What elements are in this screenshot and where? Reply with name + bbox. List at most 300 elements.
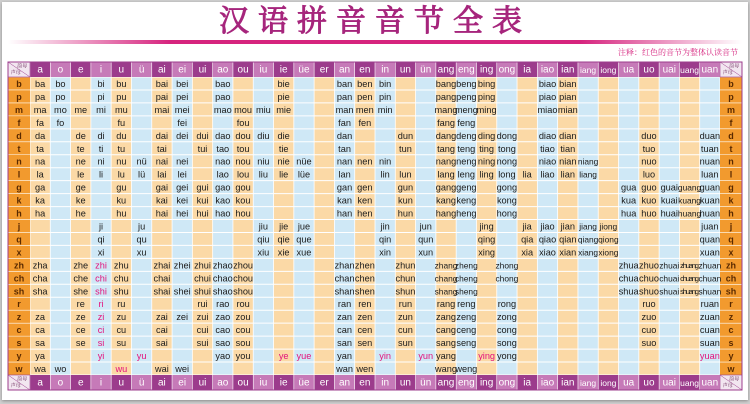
corner-label-initials: 声母: [10, 70, 21, 77]
syllable-cell: mo: [54, 104, 67, 115]
syllable-cell: chao: [212, 273, 233, 284]
syllable-cell: jin: [380, 221, 390, 232]
syllable-cell: xiang: [578, 247, 599, 258]
initial-label: zh: [726, 260, 736, 271]
syllable-cell: yan: [337, 351, 352, 362]
syllable-cell: chong: [495, 273, 519, 284]
initial-label: n: [16, 156, 22, 167]
corner-label-finals: 韵母: [729, 63, 740, 70]
syllable-cell: luo: [642, 169, 656, 180]
page-title: 汉语拼音音节全表: [219, 4, 531, 39]
syllable-cell: rong: [497, 299, 517, 310]
final-label: uo: [643, 64, 655, 76]
syllable-cell: chan: [334, 273, 355, 284]
final-label: iao: [540, 64, 555, 76]
syllable-cell: kuai: [660, 195, 678, 206]
syllable-cell: hun: [397, 208, 414, 219]
syllable-cell: men: [355, 104, 374, 115]
syllable-cell: qiu: [257, 234, 270, 245]
syllable-cell: zou: [235, 312, 251, 323]
syllable-cell: huai: [660, 208, 678, 219]
syllable-cell: cu: [116, 325, 127, 336]
syllable-cell: tao: [216, 143, 230, 154]
syllable-cell: ying: [478, 351, 496, 362]
final-label: eng: [457, 64, 475, 76]
syllable-cell: xie: [277, 247, 290, 258]
final-label: i: [99, 64, 103, 76]
syllable-cell: ri: [98, 299, 104, 310]
corner-label-finals: 韵母: [17, 63, 28, 70]
syllable-cell: hao: [215, 208, 231, 219]
initial-label: x: [16, 247, 22, 258]
syllable-cell: ni: [97, 156, 105, 167]
syllable-cell: nang: [435, 156, 457, 167]
syllable-cell: li: [98, 169, 104, 180]
final-label: iang: [580, 378, 597, 388]
syllable-cell: zhou: [233, 260, 254, 271]
syllable-cell: pian: [559, 91, 577, 102]
syllable-cell: tiao: [540, 143, 555, 154]
syllable-cell: kua: [621, 195, 637, 206]
syllable-cell: lun: [399, 169, 412, 180]
syllable-cell: pai: [155, 91, 169, 102]
syllable-cell: zhei: [173, 260, 191, 271]
initial-label: sh: [13, 286, 25, 297]
syllable-cell: ji: [98, 221, 104, 232]
syllable-cell: qun: [418, 234, 434, 245]
syllable-cell: keng: [456, 195, 477, 206]
syllable-cell: zheng: [454, 260, 478, 271]
syllable-cell: yang: [436, 351, 456, 362]
syllable-cell: hui: [196, 208, 209, 219]
syllable-cell: sha: [32, 286, 48, 297]
syllable-cell: la: [36, 169, 44, 180]
syllable-cell: guai: [660, 182, 678, 193]
syllable-cell: lu: [117, 169, 125, 180]
syllable-cell: wan: [336, 364, 353, 375]
initial-label: p: [16, 91, 22, 102]
final-label: ei: [178, 377, 187, 389]
syllable-cell: ran: [337, 299, 352, 310]
syllable-cell: dang: [435, 130, 457, 141]
syllable-cell: kui: [196, 195, 209, 206]
syllable-cell: leng: [457, 169, 476, 180]
initial-label: w: [727, 364, 735, 375]
syllable-cell: zhuan: [698, 260, 722, 271]
syllable-cell: zi: [97, 312, 105, 323]
syllable-cell: chuang: [680, 273, 699, 283]
final-label: ing: [479, 377, 494, 389]
syllable-cell: wen: [356, 364, 374, 375]
final-label: ong: [498, 64, 516, 76]
syllable-cell: weng: [455, 364, 478, 375]
syllable-cell: chu: [113, 273, 129, 284]
syllable-cell: tang: [437, 143, 455, 154]
syllable-cell: wu: [115, 364, 128, 375]
syllable-cell: shen: [354, 286, 375, 297]
syllable-cell: sai: [156, 338, 168, 349]
initial-label: ch: [13, 273, 25, 284]
syllable-cell: ju: [138, 221, 146, 232]
syllable-cell: hu: [116, 208, 127, 219]
syllable-cell: bang: [435, 78, 457, 89]
syllable-cell: han: [336, 208, 353, 219]
syllable-cell: kei: [176, 195, 189, 206]
syllable-cell: long: [498, 169, 516, 180]
syllable-cell: nuan: [699, 156, 721, 167]
syllable-cell: ping: [477, 91, 496, 102]
syllable-cell: ne: [75, 156, 86, 167]
syllable-cell: cang: [436, 325, 456, 336]
corner-label-initials: 声母: [10, 383, 21, 390]
syllable-cell: mai: [154, 104, 170, 115]
initial-label: z: [728, 312, 734, 323]
final-label: in: [381, 64, 390, 76]
syllable-cell: jun: [419, 221, 432, 232]
syllable-cell: cen: [357, 325, 373, 336]
syllable-cell: kao: [215, 195, 231, 206]
syllable-cell: zuan: [699, 312, 720, 323]
syllable-cell: hua: [621, 208, 637, 219]
syllable-cell: heng: [456, 208, 477, 219]
syllable-cell: me: [74, 104, 88, 115]
final-label: ei: [178, 64, 187, 76]
final-label: an: [338, 377, 351, 389]
final-label: un: [399, 377, 412, 389]
syllable-cell: wa: [34, 364, 47, 375]
syllable-cell: tian: [560, 143, 576, 154]
syllable-cell: tou: [236, 143, 250, 154]
syllable-cell: shuan: [698, 286, 722, 297]
syllable-cell: rang: [436, 299, 456, 310]
syllable-cell: she: [73, 286, 89, 297]
syllable-cell: gao: [215, 182, 231, 193]
syllable-cell: shan: [334, 286, 355, 297]
initial-label: j: [17, 221, 21, 232]
syllable-cell: shuo: [639, 286, 659, 297]
syllable-cell: bing: [477, 78, 496, 89]
syllable-cell: ca: [35, 325, 46, 336]
initial-label: b: [728, 78, 734, 89]
syllable-cell: sou: [235, 338, 251, 349]
syllable-cell: gong: [496, 182, 518, 193]
final-label: ian: [561, 64, 575, 76]
initial-label: h: [16, 208, 22, 219]
syllable-cell: tai: [157, 143, 167, 154]
syllable-cell: di: [97, 130, 105, 141]
syllable-cell: niao: [538, 156, 557, 167]
syllable-cell: zong: [496, 312, 517, 323]
syllable-cell: yong: [496, 351, 517, 362]
syllable-cell: tui: [197, 143, 208, 154]
column-band: [659, 77, 679, 375]
syllable-cell: nin: [379, 156, 392, 167]
final-label: en: [359, 64, 371, 76]
final-label: ai: [158, 377, 166, 389]
syllable-cell: pei: [176, 91, 189, 102]
final-label: er: [319, 377, 329, 389]
initial-label: x: [728, 247, 734, 258]
syllable-cell: ming: [476, 104, 497, 115]
initial-label: ch: [725, 273, 737, 284]
syllable-cell: bo: [55, 78, 66, 89]
syllable-cell: ku: [116, 195, 127, 206]
syllable-cell: sui: [196, 338, 209, 349]
syllable-cell: gun: [397, 182, 414, 193]
final-label: uang: [680, 65, 700, 75]
syllable-cell: cou: [235, 325, 251, 336]
syllable-cell: ceng: [456, 325, 477, 336]
syllable-cell: gei: [176, 182, 189, 193]
syllable-cell: yi: [97, 351, 105, 362]
syllable-cell: qu: [136, 234, 147, 245]
initial-label: b: [16, 78, 22, 89]
syllable-cell: nan: [336, 156, 353, 167]
syllable-cell: ci: [97, 325, 105, 336]
syllable-cell: kan: [337, 195, 352, 206]
syllable-cell: pi: [97, 91, 105, 102]
syllable-cell: chen: [354, 273, 375, 284]
final-label: ian: [561, 377, 575, 389]
syllable-cell: duan: [699, 130, 721, 141]
syllable-cell: lei: [177, 169, 187, 180]
syllable-cell: sang: [436, 338, 456, 349]
syllable-cell: guang: [677, 182, 702, 193]
syllable-cell: piao: [538, 91, 557, 102]
initial-label: f: [729, 117, 733, 128]
initial-label: d: [16, 130, 22, 141]
final-label: uan: [701, 64, 719, 76]
syllable-cell: jian: [560, 221, 575, 232]
syllable-cell: qi: [97, 234, 105, 245]
syllable-cell: geng: [456, 182, 477, 193]
initial-label: m: [14, 104, 24, 115]
initial-label: r: [17, 299, 21, 310]
initial-label: h: [728, 208, 734, 219]
syllable-cell: zhuang: [680, 260, 699, 270]
syllable-cell: ti: [98, 143, 104, 154]
syllable-cell: zhen: [354, 260, 375, 271]
syllable-cell: kou: [235, 195, 251, 206]
final-label: u: [118, 64, 125, 76]
syllable-cell: nen: [357, 156, 373, 167]
syllable-cell: yin: [379, 351, 392, 362]
syllable-cell: kun: [398, 195, 413, 206]
syllable-cell: lao: [216, 169, 229, 180]
syllable-cell: mi: [96, 104, 106, 115]
corner-label-finals: 韵母: [17, 376, 28, 383]
syllable-cell: meng: [454, 104, 478, 115]
syllable-cell: hen: [357, 208, 373, 219]
syllable-cell: miu: [255, 104, 271, 115]
syllable-cell: ye: [278, 351, 289, 362]
syllable-cell: jiong: [599, 221, 618, 232]
syllable-cell: cao: [215, 325, 231, 336]
syllable-cell: shua: [618, 286, 639, 297]
syllable-cell: juan: [701, 221, 719, 232]
syllable-cell: ruo: [642, 299, 656, 310]
column-band: [314, 77, 334, 375]
syllable-cell: xu: [136, 247, 147, 258]
syllable-cell: fou: [236, 117, 250, 128]
syllable-cell: bie: [277, 78, 290, 89]
syllable-cell: gen: [357, 182, 373, 193]
final-label: ua: [623, 64, 635, 76]
final-label: ong: [498, 377, 516, 389]
syllable-cell: xun: [418, 247, 434, 258]
syllable-cell: po: [55, 91, 66, 102]
syllable-cell: xi: [97, 247, 105, 258]
syllable-cell: ha: [35, 208, 46, 219]
initial-label: l: [729, 169, 733, 180]
syllable-cell: shuai: [659, 286, 680, 297]
syllable-cell: zeng: [456, 312, 477, 323]
syllable-cell: xin: [379, 247, 392, 258]
syllable-cell: hong: [496, 208, 518, 219]
syllable-cell: huang: [677, 208, 702, 219]
syllable-cell: mei: [174, 104, 190, 115]
syllable-cell: zhao: [212, 260, 233, 271]
syllable-cell: za: [35, 312, 46, 323]
syllable-cell: shui: [194, 286, 211, 297]
syllable-cell: gai: [155, 182, 169, 193]
syllable-cell: ruan: [700, 299, 720, 310]
syllable-cell: que: [296, 234, 312, 245]
syllable-cell: lia: [522, 169, 532, 180]
syllable-cell: mu: [114, 104, 128, 115]
syllable-cell: dun: [397, 130, 414, 141]
syllable-cell: deng: [456, 130, 477, 141]
syllable-cell: gan: [336, 182, 353, 193]
syllable-cell: pin: [379, 91, 392, 102]
syllable-cell: mie: [276, 104, 292, 115]
syllable-cell: jiang: [579, 221, 597, 232]
final-label: a: [37, 377, 43, 389]
initial-label: q: [16, 234, 22, 245]
final-label: ao: [217, 377, 229, 389]
syllable-cell: cong: [496, 325, 517, 336]
syllable-cell: se: [75, 338, 86, 349]
syllable-cell: liu: [258, 169, 268, 180]
syllable-cell: chuan: [698, 273, 722, 284]
initial-label: s: [728, 338, 734, 349]
syllable-cell: feng: [457, 117, 476, 128]
syllable-cell: tuo: [642, 143, 656, 154]
syllable-cell: you: [235, 351, 251, 362]
syllable-cell: biao: [538, 78, 557, 89]
syllable-cell: rou: [236, 299, 250, 310]
final-label: iu: [259, 64, 268, 76]
syllable-cell: mou: [234, 104, 253, 115]
syllable-cell: luan: [701, 169, 719, 180]
syllable-cell: beng: [456, 78, 477, 89]
final-label: ia: [523, 64, 532, 76]
syllable-cell: peng: [456, 91, 477, 102]
syllable-cell: nai: [155, 156, 169, 167]
final-label: ui: [198, 377, 207, 389]
initial-label: y: [16, 351, 22, 362]
initial-label: n: [728, 156, 734, 167]
syllable-cell: su: [116, 338, 127, 349]
column-band: [619, 77, 639, 375]
syllable-cell: suan: [699, 338, 720, 349]
syllable-cell: kai: [156, 195, 168, 206]
syllable-cell: ze: [75, 312, 86, 323]
syllable-cell: dian: [559, 130, 577, 141]
syllable-cell: mian: [557, 104, 578, 115]
syllable-cell: yue: [296, 351, 312, 362]
syllable-cell: jing: [479, 221, 494, 232]
syllable-cell: huan: [699, 208, 721, 219]
final-label: ie: [279, 377, 288, 389]
syllable-cell: dan: [336, 130, 353, 141]
syllable-cell: chou: [233, 273, 254, 284]
syllable-cell: kuan: [699, 195, 720, 206]
initial-label: d: [728, 130, 734, 141]
final-label: ie: [279, 64, 288, 76]
syllable-cell: fo: [56, 117, 65, 128]
syllable-cell: qia: [521, 234, 534, 245]
syllable-cell: fen: [358, 117, 372, 128]
final-label: u: [118, 377, 125, 389]
syllable-cell: zhai: [153, 260, 171, 271]
syllable-cell: nong: [496, 156, 518, 167]
syllable-cell: cheng: [454, 273, 478, 284]
syllable-cell: nou: [235, 156, 251, 167]
syllable-cell: rui: [197, 299, 208, 310]
syllable-cell: huo: [641, 208, 657, 219]
syllable-cell: si: [97, 338, 105, 349]
syllable-cell: zan: [337, 312, 352, 323]
final-label: o: [57, 377, 64, 389]
syllable-cell: chang: [434, 273, 458, 284]
syllable-cell: pan: [336, 91, 353, 102]
syllable-cell: zhuai: [659, 260, 680, 271]
final-label: un: [399, 64, 412, 76]
syllable-cell: teng: [457, 143, 476, 154]
final-label: a: [37, 64, 43, 76]
syllable-cell: zun: [398, 312, 413, 323]
syllable-cell: pen: [357, 91, 373, 102]
syllable-cell: xia: [521, 247, 534, 258]
syllable-cell: guo: [641, 182, 657, 193]
syllable-cell: ge: [75, 182, 86, 193]
syllable-cell: pa: [35, 91, 46, 102]
syllable-cell: zhong: [495, 260, 519, 271]
corner-label-finals: 韵母: [729, 376, 740, 383]
syllable-cell: zhan: [334, 260, 355, 271]
final-label: e: [77, 377, 84, 389]
syllable-cell: zao: [215, 312, 231, 323]
syllable-cell: wei: [175, 364, 190, 375]
syllable-cell: qie: [277, 234, 290, 245]
syllable-cell: kuo: [641, 195, 657, 206]
final-label: ang: [437, 377, 455, 389]
syllable-cell: zhu: [113, 260, 129, 271]
final-label: eng: [457, 377, 475, 389]
final-label: o: [57, 64, 64, 76]
syllable-cell: ke: [75, 195, 86, 206]
syllable-cell: yun: [418, 351, 434, 362]
initial-label: t: [17, 143, 21, 154]
syllable-cell: fei: [177, 117, 188, 128]
syllable-cell: zhun: [395, 260, 416, 271]
final-label: an: [338, 64, 351, 76]
syllable-cell: xian: [559, 247, 577, 258]
final-label: ua: [623, 377, 635, 389]
syllable-cell: diao: [538, 130, 557, 141]
syllable-cell: duo: [641, 130, 657, 141]
